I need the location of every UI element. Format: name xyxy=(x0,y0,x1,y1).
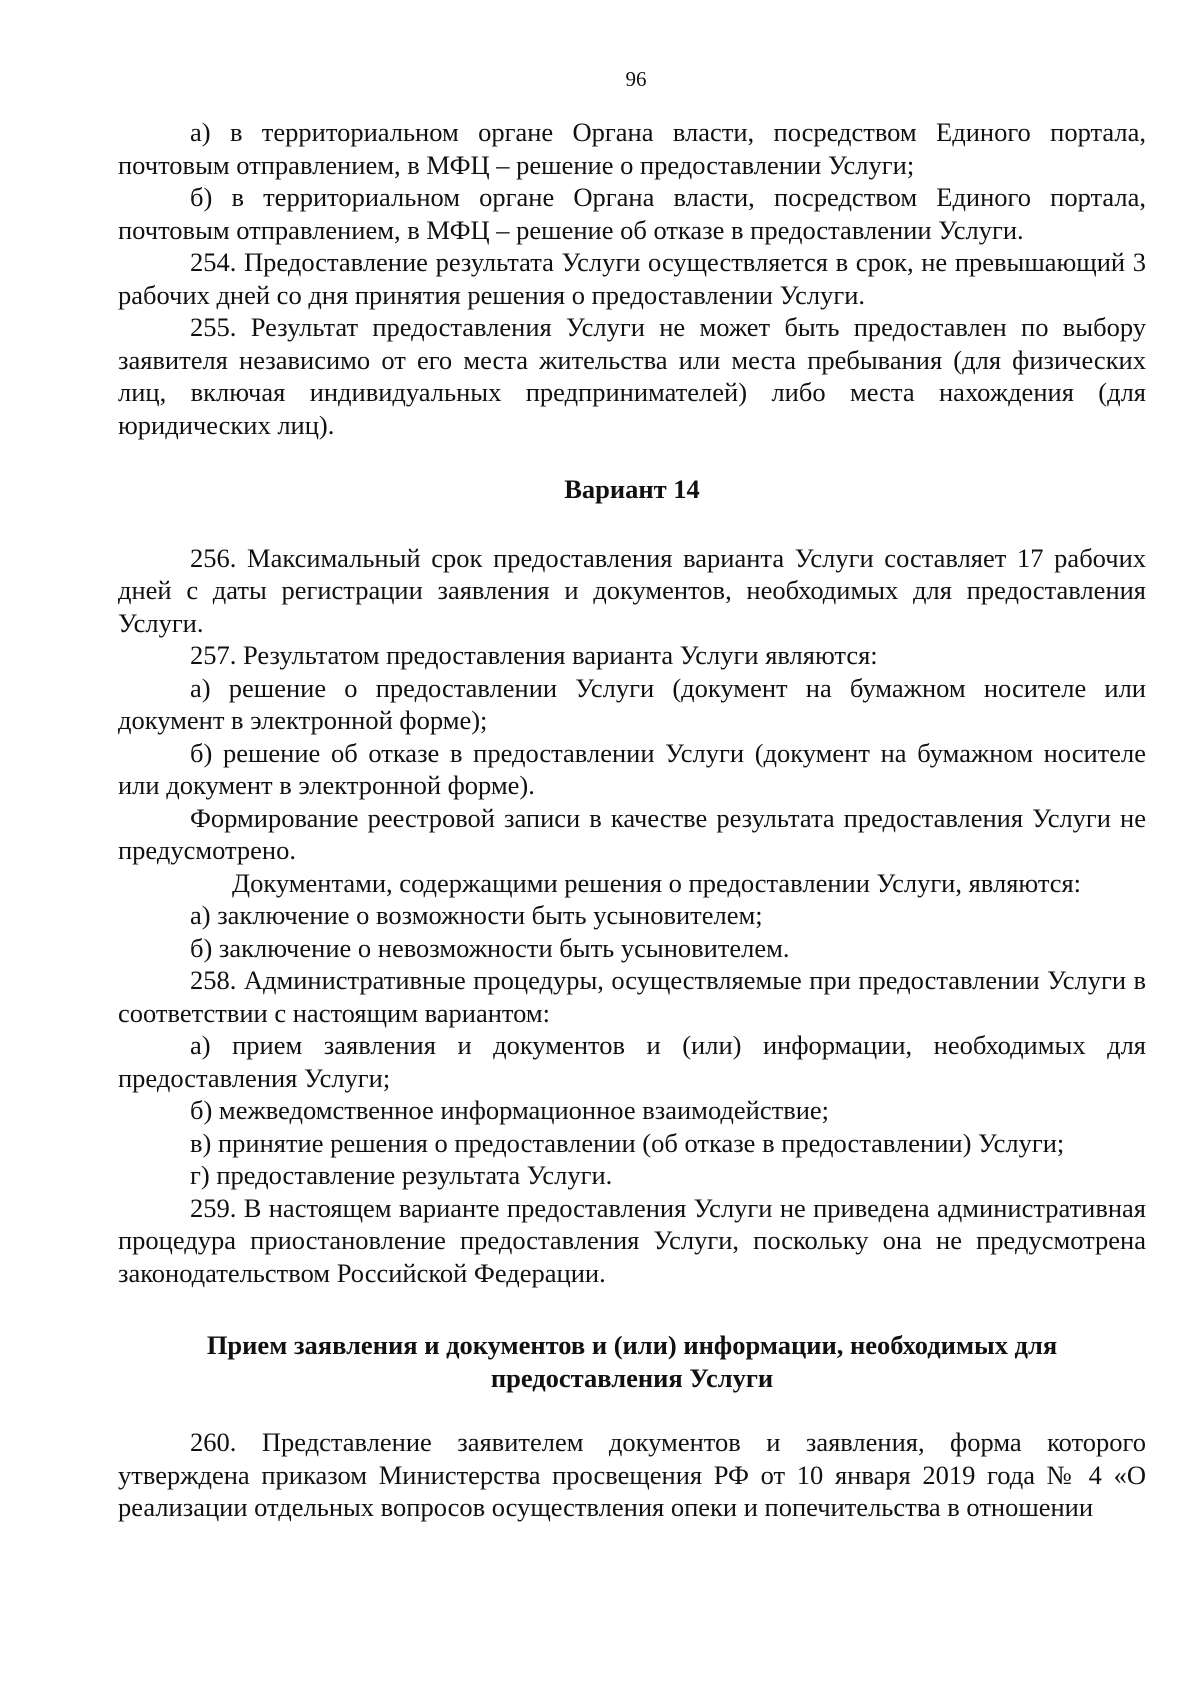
paragraph-258c: в) принятие решения о предоставлении (об отказе в предоставлении) Услуги; xyxy=(190,1127,1065,1158)
paragraph-257: 257. Результатом предоставления варианта Услуги являются: xyxy=(190,640,878,670)
paragraph-254: 254. Предоставление результата Услуги осуществляется в срок, не превышающий 3 рабочих дней со дня принятия решения о предоставлении Услуги. xyxy=(118,247,1146,310)
paragraph-255: 255. Результат предоставления Услуги не может быть предоставлен по выбору заявителя независимо от его места жительства или места пребывания (для физических лиц, включая индивидуальных предпринимателей) либо места нахождения (для юридических лиц). xyxy=(118,312,1146,440)
paragraph-259: 259. В настоящем варианте предоставления Услуги не приведена административная процедура приостановление предоставления Услуги, поскольку она не предусмотрена законодательством Российской Федерации. xyxy=(118,1192,1146,1288)
section-heading-variant-14: Вариант 14 xyxy=(564,474,700,504)
paragraph-260: 260. Представление заявителем документов и заявления, форма которого утверждена приказом Министерства просвещения РФ от 10 января 2019 года № 4 «О реализации отдельных вопросов осуществления опеки и попечительства в отношении xyxy=(118,1427,1146,1522)
paragraph-257a: а) решение о предоставлении Услуги (документ на бумажном носителе или документ в электронной форме); xyxy=(118,672,1146,735)
document-page xyxy=(118,66,1146,1524)
paragraph-258a: а) прием заявления и документов и (или) информации, необходимых для предоставления Услуги; xyxy=(118,1030,1146,1093)
paragraph-256: 256. Максимальный срок предоставления варианта Услуги составляет 17 рабочих дней с даты регистрации заявления и документов, необходимых для предоставления Услуги. xyxy=(118,542,1146,638)
paragraph-258b: б) межведомственное информационное взаимодействие; xyxy=(190,1095,830,1125)
paragraph-257b: б) решение об отказе в предоставлении Услуги (документ на бумажном носителе или документ в электронной форме). xyxy=(118,737,1146,800)
page-number: 96 xyxy=(625,67,647,91)
section-heading-application-intake: Прием заявления и документов и (или) информации, необходимых для предоставления Услуги xyxy=(206,1330,1058,1393)
paragraph-decision-b: б) заключение о невозможности быть усыновителем. xyxy=(190,932,790,963)
paragraph-registry-note: Формирование реестровой записи в качестве результата предоставления Услуги не предусмотрено. xyxy=(118,802,1146,865)
paragraph-258d: г) предоставление результата Услуги. xyxy=(190,1160,613,1190)
paragraph-253b: б) в территориальном органе Органа власти, посредством Единого портала, почтовым отправлением, в МФЦ – решение об отказе в предоставлении Услуги. xyxy=(118,182,1146,245)
paragraph-decision-a: а) заключение о возможности быть усыновителем; xyxy=(190,900,763,930)
paragraph-258: 258. Административные процедуры, осуществляемые при предоставлении Услуги в соответствии с настоящим вариантом: xyxy=(118,965,1146,1028)
paragraph-253a: а) в территориальном органе Органа власти, посредством Единого портала, почтовым отправлением, в МФЦ – решение о предоставлении Услуги; xyxy=(118,117,1146,180)
paragraph-decision-documents: Документами, содержащими решения о предоставлении Услуги, являются: xyxy=(232,867,1082,898)
